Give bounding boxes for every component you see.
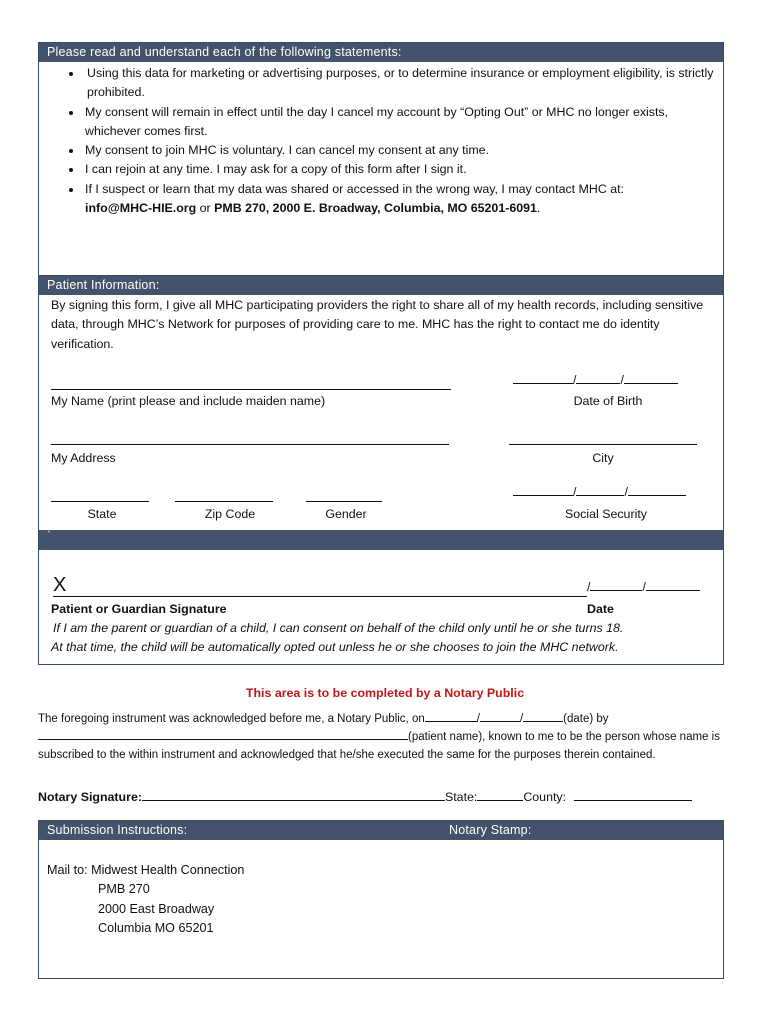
notary-date-month[interactable] (425, 710, 477, 722)
patient-intro: By signing this form, I give all MHC participating providers the right to share all of my health records, including sensitive data, through MHC’s Network for purposes of providing care to me. MHC has the right to contact me do identity verification. (51, 298, 704, 351)
notary-date-day[interactable] (480, 710, 520, 722)
notary-signature-row (38, 789, 692, 804)
notary-stamp-header: Notary Stamp: (449, 823, 532, 837)
name-field[interactable] (51, 389, 451, 390)
notary-date-year[interactable] (523, 710, 563, 722)
notary-statement: The foregoing instrument was acknowledged before me, a Notary Public, on / / (date) by (patient name), known to me to be the person whose name is subscribed to the within instrument and acknowledged that he/she executed the same for the purposes therein contained. (38, 710, 728, 764)
signature-field[interactable] (53, 596, 587, 597)
statements-list (39, 64, 723, 218)
notary-patient-name-field[interactable] (38, 728, 408, 740)
notary-county-label: County: (523, 790, 567, 804)
mail-to: Mail to: Midwest Health Connection (47, 863, 245, 877)
statements-header: Please read and understand each of the following statements: (39, 43, 723, 62)
contact-email[interactable]: info@MHC-HIE.org (85, 201, 197, 216)
notary-sig-label: Notary Signature: (38, 790, 142, 804)
contact-or: or (199, 201, 211, 216)
signature-label: Patient or Guardian Signature (51, 602, 227, 616)
zip-field[interactable] (175, 501, 273, 502)
contact-end: . (536, 201, 541, 216)
contact-address: PMB 270, 2000 E. Broadway, Columbia, MO 65201-6091 (214, 201, 537, 216)
zip-label: Zip Code (204, 507, 256, 521)
notary-county-field[interactable] (574, 789, 692, 801)
guardian-note-2: At that time, the child will be automatically opted out unless he or she chooses to join the MHC network. (51, 640, 619, 654)
notary-text-1: The foregoing instrument was acknowledged before me, a Notary Public, on (38, 713, 425, 725)
statement-item: • My consent will remain in effect until the day I cancel my account by “Opting Out” or MHC no longer exists, whichever comes first. (83, 103, 723, 142)
submission-header: Submission Instructions: (47, 823, 188, 837)
mail-addr-1: PMB 270 (98, 882, 150, 897)
name-label: My Name (print please and include maiden name) (51, 394, 326, 408)
city-field[interactable] (509, 444, 697, 445)
mail-addr-2: 2000 East Broadway (98, 901, 215, 916)
guardian-note-1: If I am the parent or guardian of a child, I can consent on behalf of the child only until he or she turns 18. (53, 621, 624, 635)
state-label: State (87, 507, 117, 521)
mailing-address (47, 861, 244, 938)
city-label: City (592, 451, 614, 465)
signature-x-mark: X (53, 574, 67, 596)
mail-addr-3: Columbia MO 65201 (98, 920, 214, 935)
ssn-label: Social Security (565, 507, 647, 521)
statement-item (83, 180, 723, 219)
dob-label: Date of Birth (573, 394, 643, 408)
patient-header: Patient Information: (39, 276, 723, 295)
notary-title: This area is to be completed by a Notary Public (245, 686, 525, 700)
statements-section (38, 42, 724, 276)
state-field[interactable] (51, 501, 149, 502)
dob-field[interactable]: / / (513, 372, 693, 387)
notary-date-label: (date) by (563, 713, 609, 725)
gender-field[interactable] (306, 501, 382, 502)
signature-date-field[interactable]: / / (587, 579, 713, 594)
ssn-field[interactable]: / / (513, 484, 703, 499)
contact-info (85, 201, 540, 215)
notary-text-2: (patient name), known to me to be the person whose name is subscribed to the within instrument and acknowledged that he/she executed the same for the purposes therein contained. (38, 731, 720, 761)
notary-state-label: State: (444, 790, 478, 804)
section-separator: ` (39, 530, 723, 550)
submission-section (38, 820, 724, 979)
signature-date-label: Date (587, 602, 614, 616)
notary-state-field[interactable] (477, 789, 523, 801)
submission-header-bar (39, 821, 723, 840)
address-field[interactable] (51, 444, 449, 445)
patient-section (38, 276, 724, 665)
statement-item: • My consent to join MHC is voluntary. I can cancel my consent at any time. (83, 141, 723, 160)
notary-signature-field[interactable] (142, 789, 445, 801)
statement-contact-text: If I suspect or learn that my data was shared or accessed in the wrong way, I may contact MHC at: (85, 181, 624, 196)
address-label: My Address (51, 451, 116, 465)
statement-item: • Using this data for marketing or advertising purposes, or to determine insurance or employment eligibility, is strictly prohibited. (83, 64, 723, 103)
statement-item: • I can rejoin at any time. I may ask for a copy of this form after I sign it. (83, 160, 723, 179)
gender-label: Gender (325, 507, 367, 521)
